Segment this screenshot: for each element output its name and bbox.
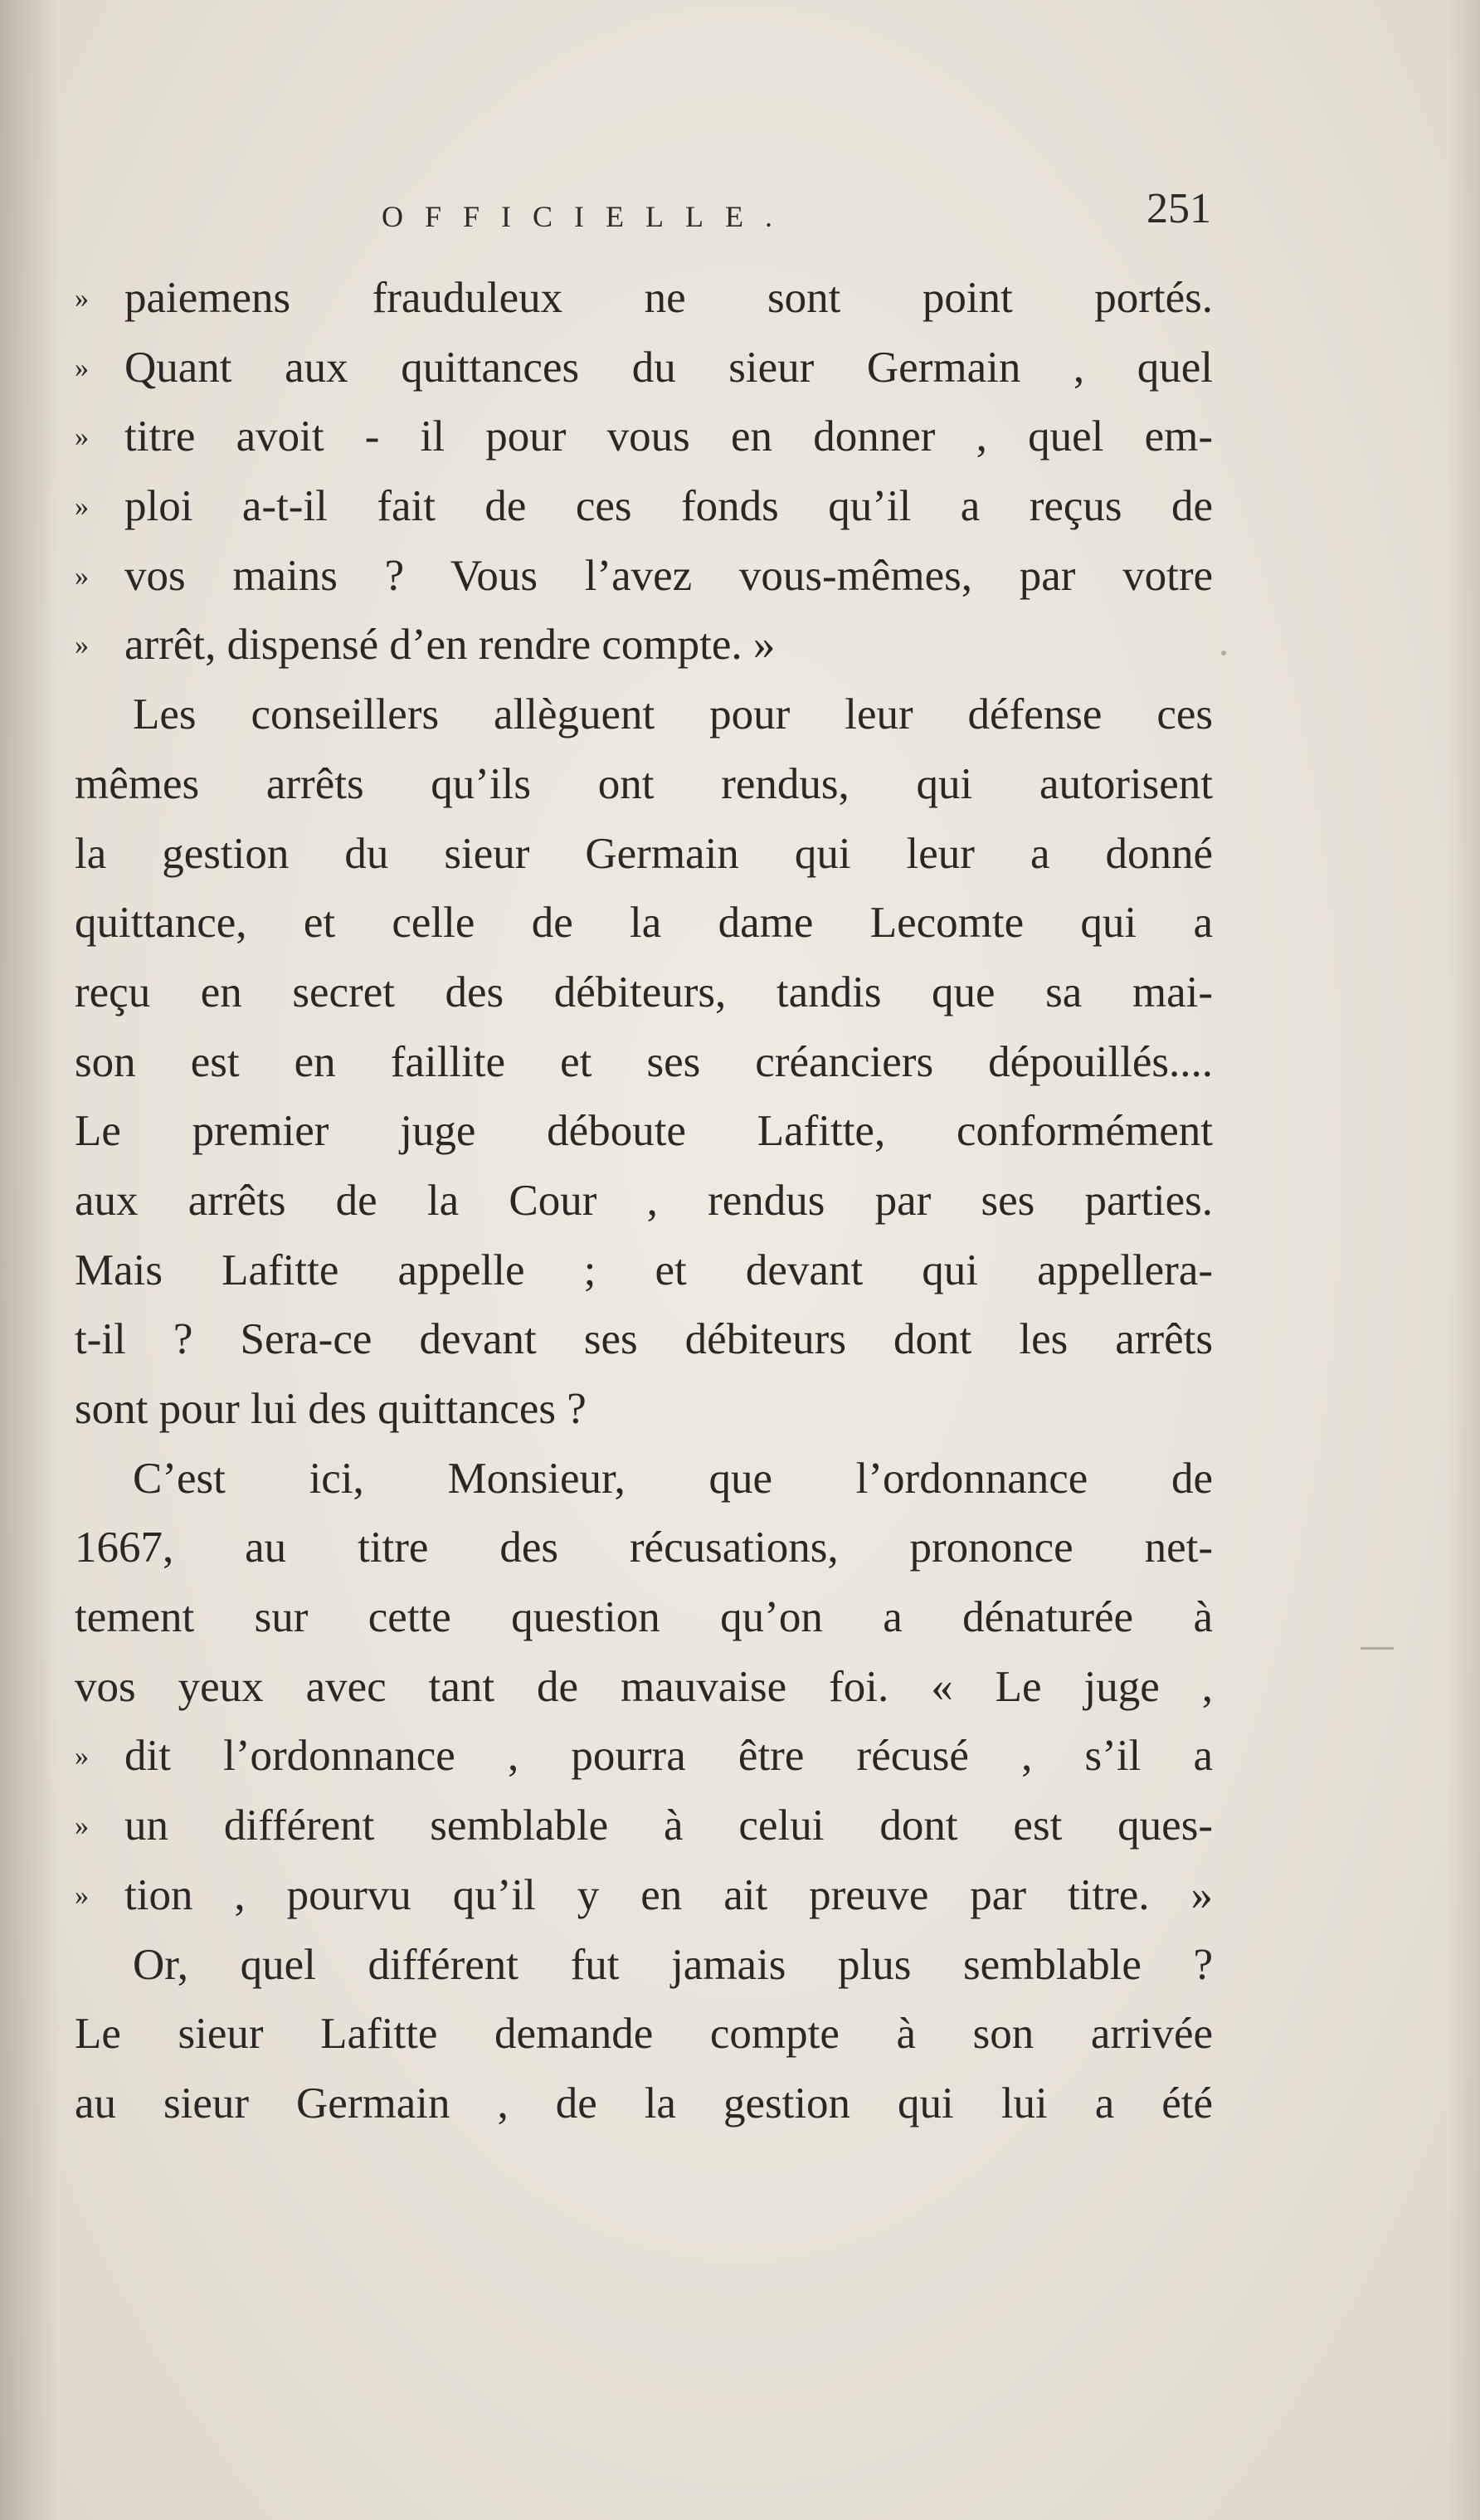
text-line xyxy=(75,1861,1213,1931)
text-line xyxy=(75,1028,1213,1098)
quote-mark: » xyxy=(75,560,89,592)
line-text: 1667, au titre des récusations, prononce net- xyxy=(75,1523,1213,1572)
line-text: arrêt, dispensé d’en rendre compte. » xyxy=(124,621,776,670)
line-text: reçu en secret des débiteurs, tandis que sa mai- xyxy=(75,968,1213,1016)
text-line xyxy=(75,2000,1213,2069)
line-text: son est en faillite et ses créanciers dépouillés.... xyxy=(75,1037,1213,1086)
text-line xyxy=(75,680,1213,750)
line-text: Quant aux quittances du sieur Germain , quel xyxy=(124,343,1213,392)
quote-mark: » xyxy=(75,630,89,661)
line-text: Mais Lafitte appelle ; et devant qui appellera- xyxy=(75,1245,1213,1294)
line-text: un différent semblable à celui dont est ques- xyxy=(124,1801,1213,1850)
line-text: vos yeux avec tant de mauvaise foi. « Le juge , xyxy=(75,1662,1213,1711)
quote-mark: » xyxy=(75,1879,89,1911)
text-line xyxy=(75,1097,1213,1167)
line-text: ploi a-t-il fait de ces fonds qu’il a reçus de xyxy=(124,482,1213,531)
text-line xyxy=(75,334,1213,403)
page-number: 251 xyxy=(1147,185,1211,232)
text-line xyxy=(75,1375,1213,1445)
quote-mark: » xyxy=(75,491,89,523)
line-text: au sieur Germain , de la gestion qui lui a été xyxy=(75,2079,1213,2128)
body-text xyxy=(75,264,1213,2139)
text-line xyxy=(75,2069,1213,2139)
text-line xyxy=(75,958,1213,1028)
quote-mark: » xyxy=(75,1741,89,1772)
text-line xyxy=(75,1513,1213,1583)
line-text: Les conseillers allèguent pour leur défense ces xyxy=(133,690,1213,739)
line-text: paiemens frauduleux ne sont point portés. xyxy=(124,274,1213,322)
text-line xyxy=(75,472,1213,542)
margin-mark xyxy=(1221,651,1226,656)
text-line xyxy=(75,1445,1213,1514)
text-line xyxy=(75,1583,1213,1653)
text-line xyxy=(75,1931,1213,2001)
line-text: tement sur cette question qu’on a dénaturée à xyxy=(75,1593,1213,1642)
text-line xyxy=(75,820,1213,890)
line-text: t-il ? Sera-ce devant ses débiteurs dont les arrêts xyxy=(75,1315,1213,1364)
text-line xyxy=(75,1236,1213,1306)
line-text: Le premier juge déboute Lafitte, conformément xyxy=(75,1107,1213,1156)
line-text: dit l’ordonnance , pourra être récusé , s’il a xyxy=(124,1732,1213,1781)
line-text: tion , pourvu qu’il y en ait preuve par titre. » xyxy=(124,1870,1213,1919)
line-text: aux arrêts de la Cour , rendus par ses parties. xyxy=(75,1176,1213,1225)
text-line xyxy=(75,1722,1213,1791)
text-line xyxy=(75,611,1213,680)
page-header xyxy=(382,184,1211,242)
page-edge-shadow xyxy=(1447,0,1480,2520)
text-line xyxy=(75,1791,1213,1861)
line-text: titre avoit - il pour vous en donner , quel em- xyxy=(124,412,1213,461)
running-head: OFFICIELLE. xyxy=(382,200,794,233)
spine-shadow xyxy=(0,0,58,2520)
line-text: la gestion du sieur Germain qui leur a donné xyxy=(75,829,1213,878)
line-text: sont pour lui des quittances ? xyxy=(75,1385,587,1433)
text-line xyxy=(75,542,1213,612)
text-line xyxy=(75,1167,1213,1236)
margin-mark xyxy=(1361,1647,1394,1650)
quote-mark: » xyxy=(75,283,89,314)
text-line xyxy=(75,1653,1213,1723)
text-line xyxy=(75,889,1213,958)
quote-mark: » xyxy=(75,1811,89,1842)
line-text: Le sieur Lafitte demande compte à son arrivée xyxy=(75,2010,1213,2059)
text-line xyxy=(75,402,1213,472)
line-text: quittance, et celle de la dame Lecomte qui a xyxy=(75,899,1213,948)
line-text: mêmes arrêts qu’ils ont rendus, qui autorisent xyxy=(75,759,1213,808)
text-line xyxy=(75,1305,1213,1375)
line-text: C’est ici, Monsieur, que l’ordonnance de xyxy=(133,1454,1213,1503)
text-line xyxy=(75,264,1213,334)
text-line xyxy=(75,750,1213,820)
quote-mark: » xyxy=(75,422,89,453)
quote-mark: » xyxy=(75,352,89,383)
line-text: Or, quel différent fut jamais plus semblable ? xyxy=(133,1940,1213,1989)
line-text: vos mains ? Vous l’avez vous-mêmes, par votre xyxy=(124,551,1213,600)
